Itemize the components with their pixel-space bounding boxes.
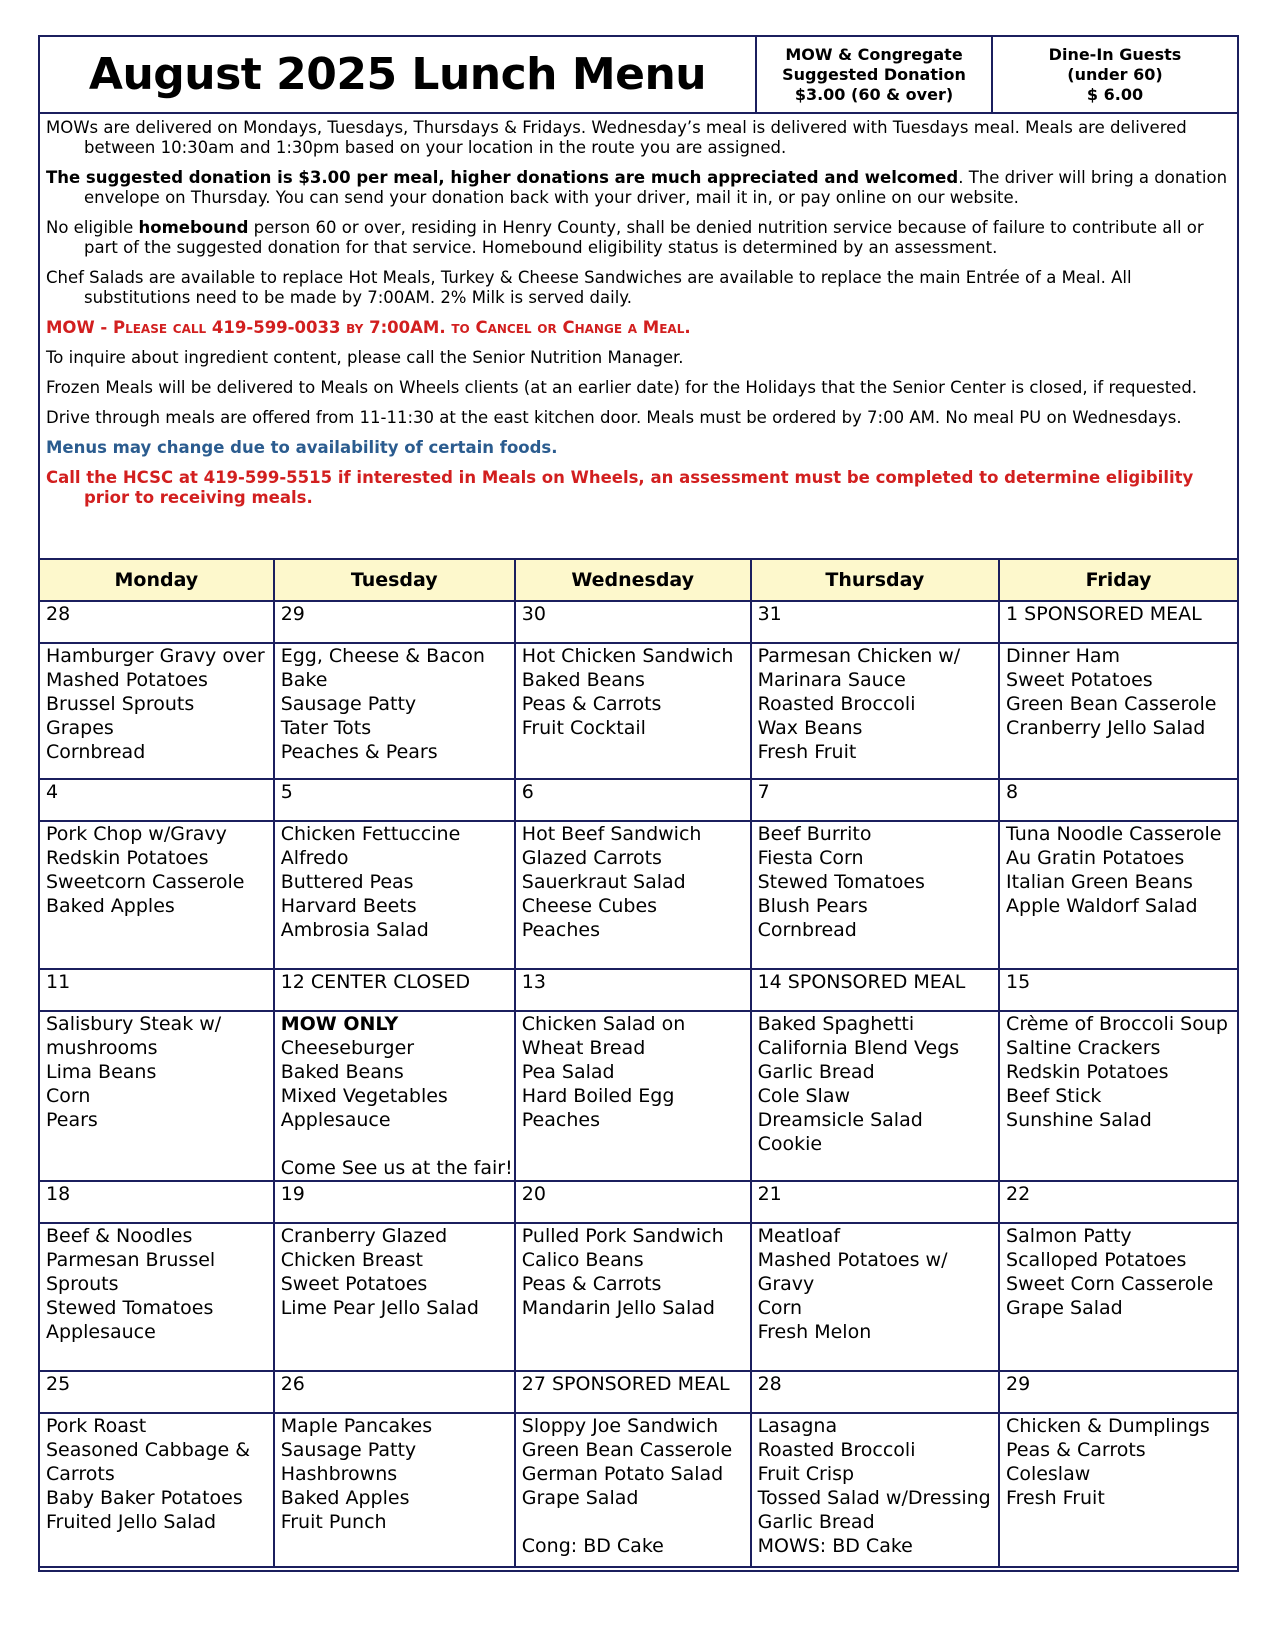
meal-row: [40, 1413, 1237, 1567]
menu-item: Stewed Tomatoes: [46, 1297, 214, 1319]
weekday-header: Tuesday: [274, 560, 515, 601]
guest-line: (under 60): [1067, 64, 1163, 84]
menu-spacer: [281, 1132, 508, 1156]
day-date: 27 SPONSORED MEAL: [515, 1371, 751, 1413]
menu-item: Hashbrowns: [280, 1463, 398, 1485]
menu-item: Hot Beef Sandwich: [521, 823, 702, 845]
day-menu: [751, 1413, 999, 1567]
menu-item: Marinara Sauce: [757, 669, 906, 691]
menu-item: Mashed Potatoes w/: [757, 1249, 948, 1271]
menu-item: Cole Slaw: [757, 1085, 851, 1107]
day-menu: [515, 1011, 751, 1181]
guest-line: Dine-In Guests: [1048, 44, 1182, 64]
menu-item: Tuna Noodle Casserole: [1006, 823, 1222, 845]
menu-item: Garlic Bread: [757, 1511, 875, 1533]
meal-row: [40, 821, 1237, 969]
menu-item: German Potato Salad: [521, 1463, 724, 1485]
menu-item: Chicken Salad on: [521, 1013, 686, 1035]
menu-header: [40, 37, 1237, 114]
weekday-header: Monday: [40, 560, 274, 601]
date-row: [40, 779, 1237, 821]
day-date: 15: [999, 969, 1237, 1011]
day-date: 13: [515, 969, 751, 1011]
menu-change-notice: Menus may change due to availability of certain foods.: [46, 438, 558, 457]
menu-item: Baked Apples: [280, 1487, 410, 1509]
menu-item: Seasoned Cabbage &: [46, 1439, 251, 1461]
menu-item: Beef & Noodles: [46, 1225, 193, 1247]
menu-item: Lima Beans: [46, 1061, 157, 1083]
menu-item: Peaches & Pears: [280, 741, 438, 763]
day-menu: [40, 821, 274, 969]
menu-item: Redskin Potatoes: [1006, 1061, 1169, 1083]
meal-row: [40, 1223, 1237, 1371]
day-date: 4: [40, 779, 274, 821]
day-menu: [274, 1413, 515, 1567]
menu-item: Apple Waldorf Salad: [1006, 895, 1198, 917]
ingredient-info: To inquire about ingredient content, please call the Senior Nutrition Manager.: [46, 348, 684, 367]
weeks-body: [40, 601, 1237, 1567]
menu-item: Alfredo: [280, 847, 349, 869]
donation-info-rest: . The driver will bring a donation envelope on Thursday. You can send your donation back with your driver, mail it in, or pay online on our website.: [84, 168, 1228, 207]
menu-item: Peaches: [521, 1109, 600, 1131]
menu-item: Parmesan Chicken w/: [757, 645, 961, 667]
day-menu: [40, 1011, 274, 1181]
menu-item: Chicken Fettuccine: [280, 823, 461, 845]
menu-item: Sauerkraut Salad: [521, 871, 686, 893]
menu-item: Peas & Carrots: [1006, 1439, 1146, 1461]
menu-item: Fresh Melon: [757, 1321, 872, 1343]
day-menu: [999, 1413, 1237, 1567]
day-date: 5: [274, 779, 515, 821]
day-menu: [40, 1223, 274, 1371]
menu-item: Peas & Carrots: [521, 693, 662, 715]
meal-row: [40, 1011, 1237, 1181]
menu-item: Chicken Breast: [280, 1249, 423, 1271]
menu-item: Cheese Cubes: [521, 895, 658, 917]
menu-item: Mandarin Jello Salad: [521, 1297, 715, 1319]
menu-item: Scalloped Potatoes: [1006, 1249, 1187, 1271]
day-menu: [40, 643, 274, 779]
day-date: 31: [751, 601, 999, 643]
menu-item: MOWS: BD Cake: [757, 1535, 913, 1557]
menu-item: Garlic Bread: [757, 1061, 875, 1083]
menu-item: Pork Roast: [46, 1415, 147, 1437]
date-row: [40, 1371, 1237, 1413]
menu-item: Carrots: [46, 1463, 115, 1485]
menu-item: Green Bean Casserole: [1006, 693, 1217, 715]
day-date: 26: [274, 1371, 515, 1413]
day-date: 7: [751, 779, 999, 821]
day-date: 25: [40, 1371, 274, 1413]
day-menu: [999, 1011, 1237, 1181]
menu-item: Peaches: [521, 919, 600, 941]
menu-item: Sweetcorn Casserole: [46, 871, 245, 893]
menu-item: Dinner Ham: [1006, 645, 1121, 667]
day-date: 18: [40, 1181, 274, 1223]
menu-frame: [38, 35, 1239, 1572]
day-menu: [274, 1011, 515, 1181]
menu-item: Fruit Cocktail: [521, 717, 646, 739]
menu-item: Grapes: [46, 717, 114, 739]
guest-price-box: [991, 37, 1237, 112]
menu-item: Lasagna: [757, 1415, 838, 1437]
menu-item: Mashed Potatoes: [46, 669, 208, 691]
menu-item: Beef Burrito: [757, 823, 872, 845]
menu-item: Baked Apples: [46, 895, 175, 917]
menu-item: Baked Spaghetti: [757, 1013, 915, 1035]
day-date: 22: [999, 1181, 1237, 1223]
menu-item: Saltine Crackers: [1006, 1037, 1161, 1059]
menu-item: Wax Beans: [757, 717, 863, 739]
menu-item: Buttered Peas: [280, 871, 414, 893]
day-menu: [999, 821, 1237, 969]
menu-item: Baked Beans: [280, 1061, 404, 1083]
day-menu: [751, 1223, 999, 1371]
day-date: 30: [515, 601, 751, 643]
day-menu: [515, 643, 751, 779]
day-date: 28: [751, 1371, 999, 1413]
menu-item: Brussel Sprouts: [46, 693, 195, 715]
donation-box: [755, 37, 991, 112]
menu-item: Cornbread: [757, 919, 857, 941]
menu-item: MOW ONLY: [280, 1013, 399, 1035]
day-date: 28: [40, 601, 274, 643]
day-menu: [751, 821, 999, 969]
day-date: 14 SPONSORED MEAL: [751, 969, 999, 1011]
menu-item: Cong: BD Cake: [521, 1535, 664, 1557]
eligibility-info: [46, 218, 1229, 258]
menu-item: Coleslaw: [1006, 1463, 1091, 1485]
day-menu: [274, 821, 515, 969]
menu-item: Bake: [280, 669, 328, 691]
substitution-info: Chef Salads are available to replace Hot Meals, Turkey & Cheese Sandwiches are available to replace the main Entrée of a Meal. All substitutions need to be made by 7:00AM. 2% Milk is served daily.: [46, 268, 1132, 307]
date-row: [40, 601, 1237, 643]
menu-item: Hamburger Gravy over: [46, 645, 265, 667]
menu-item: Sloppy Joe Sandwich: [521, 1415, 719, 1437]
menu-item: Cranberry Glazed: [280, 1225, 448, 1247]
donation-info: [46, 168, 1229, 208]
menu-item: Cranberry Jello Salad: [1006, 717, 1206, 739]
menu-item: Meatloaf: [757, 1225, 841, 1247]
menu-item: Corn: [46, 1085, 91, 1107]
day-menu: [999, 643, 1237, 779]
menu-item: Tater Tots: [280, 717, 372, 739]
day-menu: [999, 1223, 1237, 1371]
menu-item: Italian Green Beans: [1006, 871, 1193, 893]
cancel-meal-notice: MOW - Please call 419-599-0033 by 7:00AM. to Cancel or Change a Meal.: [46, 318, 691, 337]
day-menu: [751, 643, 999, 779]
menu-item: Pea Salad: [521, 1061, 615, 1083]
day-date: 29: [999, 1371, 1237, 1413]
day-menu: [515, 821, 751, 969]
menu-item: Sausage Patty: [280, 693, 417, 715]
donation-line: $3.00 (60 & over): [794, 84, 954, 104]
menu-item: Roasted Broccoli: [757, 1439, 916, 1461]
menu-item: Baked Beans: [521, 669, 645, 691]
menu-item: mushrooms: [46, 1037, 158, 1059]
donation-line: Suggested Donation: [782, 64, 966, 84]
menu-spacer: [522, 1510, 744, 1534]
menu-item: Hot Chicken Sandwich: [521, 645, 734, 667]
menu-item: Salmon Patty: [1006, 1225, 1132, 1247]
menu-item: Cheeseburger: [280, 1037, 415, 1059]
menu-item: Fruit Crisp: [757, 1463, 855, 1485]
info-section: [40, 112, 1237, 560]
menu-item: Redskin Potatoes: [46, 847, 209, 869]
day-date: 1 SPONSORED MEAL: [999, 601, 1237, 643]
menu-item: Chicken & Dumplings: [1006, 1415, 1210, 1437]
day-date: 6: [515, 779, 751, 821]
eligibility-info-b: person 60 or over, residing in Henry County, shall be denied nutrition service because of failure to contribute all or part of the suggested donation for that service. Homebound eligibility status is determined by an assessment.: [84, 218, 1204, 257]
guest-line: $ 6.00: [1086, 84, 1144, 104]
menu-item: Lime Pear Jello Salad: [280, 1297, 479, 1319]
menu-item: Sweet Corn Casserole: [1006, 1273, 1214, 1295]
eligibility-info-bold: homebound: [138, 218, 249, 237]
day-date: 20: [515, 1181, 751, 1223]
meal-row: [40, 643, 1237, 779]
menu-item: Fresh Fruit: [757, 741, 857, 763]
menu-item: Maple Pancakes: [280, 1415, 433, 1437]
menu-item: Blush Pears: [757, 895, 868, 917]
menu-item: Cookie: [757, 1133, 823, 1155]
weekday-header: Thursday: [751, 560, 999, 601]
menu-item: Baby Baker Potatoes: [46, 1487, 243, 1509]
menu-item: Green Bean Casserole: [521, 1439, 733, 1461]
day-menu: [515, 1413, 751, 1567]
menu-item: Salisbury Steak w/: [46, 1013, 222, 1035]
menu-item: Corn: [757, 1297, 803, 1319]
day-date: 12 CENTER CLOSED: [274, 969, 515, 1011]
menu-item: California Blend Vegs: [757, 1037, 960, 1059]
menu-item: Applesauce: [280, 1109, 391, 1131]
date-row: [40, 969, 1237, 1011]
menu-item: Cornbread: [46, 741, 146, 763]
menu-item: Glazed Carrots: [521, 847, 662, 869]
menu-item: Dreamsicle Salad: [757, 1109, 923, 1131]
donation-line: MOW & Congregate: [785, 44, 963, 64]
menu-item: Beef Stick: [1006, 1085, 1102, 1107]
menu-item: Sweet Potatoes: [280, 1273, 428, 1295]
menu-item: Pulled Pork Sandwich: [521, 1225, 724, 1247]
menu-item: Applesauce: [46, 1321, 156, 1343]
date-row: [40, 1181, 1237, 1223]
menu-item: Fiesta Corn: [757, 847, 864, 869]
day-date: 11: [40, 969, 274, 1011]
day-menu: [40, 1413, 274, 1567]
day-date: 29: [274, 601, 515, 643]
day-date: 19: [274, 1181, 515, 1223]
menu-item: Fruited Jello Salad: [46, 1511, 217, 1533]
donation-info-bold: The suggested donation is $3.00 per meal, higher donations are much appreciated and welcomed: [46, 168, 959, 187]
menu-item: Stewed Tomatoes: [757, 871, 925, 893]
menu-item: Crème of Broccoli Soup: [1006, 1013, 1228, 1035]
menu-item: Peas & Carrots: [521, 1273, 662, 1295]
day-menu: [751, 1011, 999, 1181]
day-date: 8: [999, 779, 1237, 821]
day-menu: [274, 643, 515, 779]
menu-item: Fresh Fruit: [1006, 1487, 1105, 1509]
page-title: August 2025 Lunch Menu: [88, 49, 707, 100]
day-menu: [515, 1223, 751, 1371]
day-date: 21: [751, 1181, 999, 1223]
menu-item: Hard Boiled Egg: [521, 1085, 675, 1107]
menu-item: Ambrosia Salad: [280, 919, 429, 941]
eligibility-info-a: No eligible: [46, 218, 139, 237]
menu-item: Harvard Beets: [280, 895, 417, 917]
menu-item: Grape Salad: [521, 1487, 639, 1509]
menu-item: Pears: [46, 1109, 98, 1131]
menu-item: Roasted Broccoli: [757, 693, 916, 715]
day-menu: [274, 1223, 515, 1371]
drive-through-info: Drive through meals are offered from 11-11:30 at the east kitchen door. Meals must be ordered by 7:00 AM. No meal PU on Wednesdays.: [46, 408, 1182, 427]
menu-item: Sprouts: [46, 1273, 119, 1295]
weekday-header: Wednesday: [515, 560, 751, 601]
menu-item: Sunshine Salad: [1006, 1109, 1152, 1131]
menu-item: Wheat Bread: [521, 1037, 646, 1059]
menu-item: Au Gratin Potatoes: [1006, 847, 1185, 869]
menu-item: Sweet Potatoes: [1006, 669, 1153, 691]
delivery-info: MOWs are delivered on Mondays, Tuesdays, Thursdays & Fridays. Wednesday’s meal is delivered with Tuesdays meal. Meals are delivered between 10:30am and 1:30pm based on your location in the route you are assigned.: [46, 118, 1187, 157]
menu-item: Pork Chop w/Gravy: [46, 823, 227, 845]
menu-item: Egg, Cheese & Bacon: [280, 645, 485, 667]
menu-item: Fruit Punch: [280, 1511, 387, 1533]
menu-item: Gravy: [757, 1273, 815, 1295]
menu-item: Parmesan Brussel: [46, 1249, 216, 1271]
frozen-meals-info: Frozen Meals will be delivered to Meals on Wheels clients (at an earlier date) for the Holidays that the Senior Center is closed, if requested.: [46, 378, 1198, 397]
meals-on-wheels-notice: Call the HCSC at 419-599-5515 if interested in Meals on Wheels, an assessment must be completed to determine eligibility prior to receiving meals.: [46, 468, 1194, 507]
weekday-header-row: [40, 560, 1237, 601]
weekday-header: Friday: [999, 560, 1237, 601]
menu-item: Grape Salad: [1006, 1297, 1123, 1319]
menu-calendar: [40, 560, 1237, 1568]
menu-item: Tossed Salad w/Dressing: [757, 1487, 991, 1509]
menu-item: Sausage Patty: [280, 1439, 417, 1461]
menu-item: Mixed Vegetables: [280, 1085, 448, 1107]
menu-item: Come See us at the fair!: [280, 1157, 513, 1179]
menu-item: Calico Beans: [521, 1249, 644, 1271]
